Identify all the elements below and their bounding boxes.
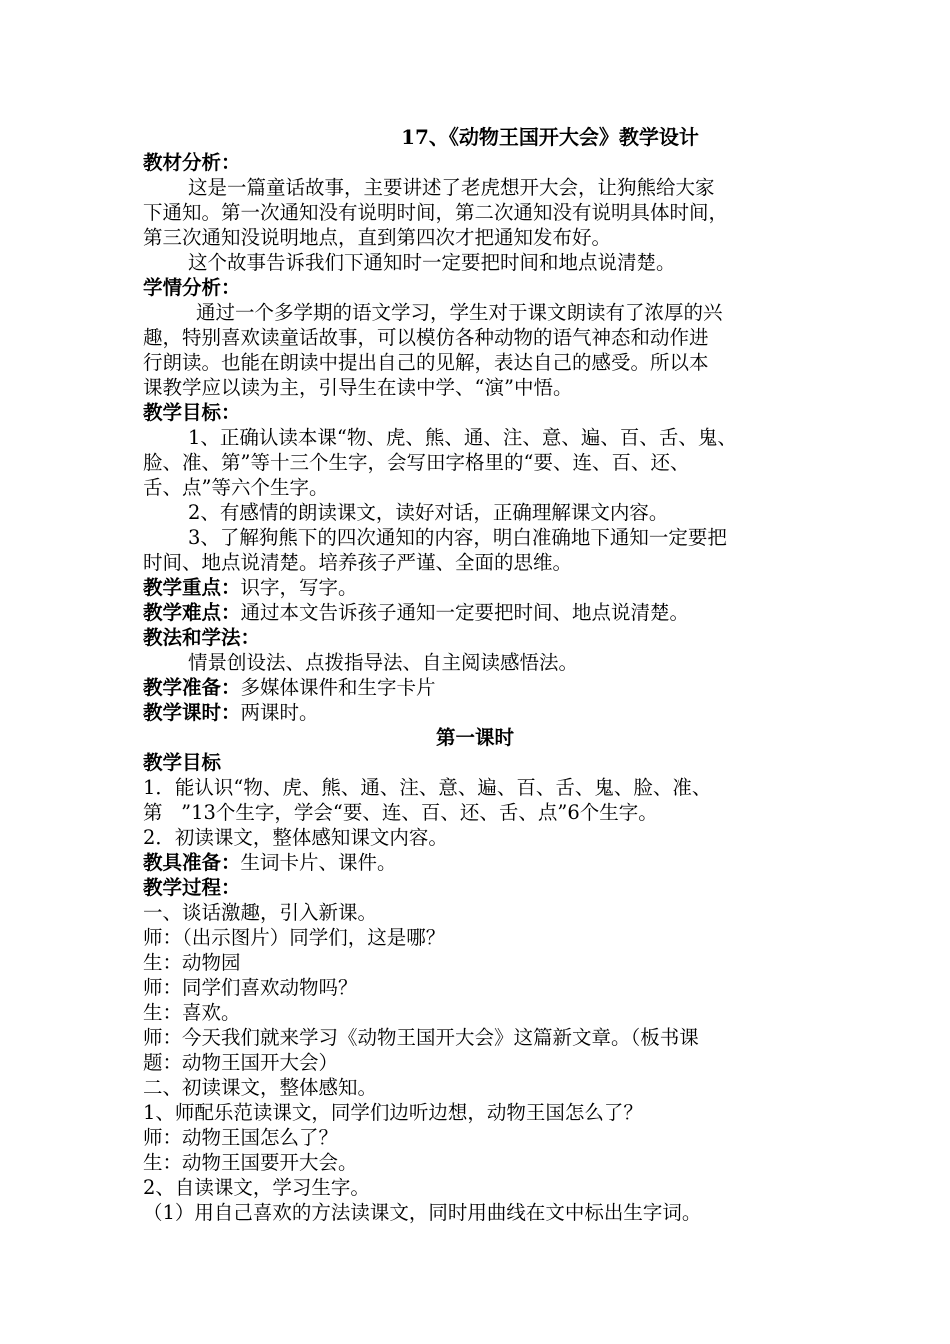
key-point-line: 教学重点：识字，写字。 — [143, 576, 358, 599]
process-line: 师：（出示图片）同学们，这是哪？ — [143, 926, 446, 949]
preparation-line: 教学准备：多媒体课件和生字卡片 — [143, 676, 436, 699]
process-heading: 教学过程： — [143, 876, 241, 899]
process-line: 题：动物王国开大会） — [143, 1051, 339, 1074]
difficulty-line: 教学难点：通过本文告诉孩子通知一定要把时间、地点说清楚。 — [143, 601, 690, 624]
paragraph-line: 行朗读。也能在朗读中提出自己的见解，表达自己的感受。所以本 — [143, 351, 709, 374]
process-line: 2、自读课文，学习生字。 — [143, 1176, 370, 1199]
paragraph-line: 1．能认识“物、虎、熊、通、注、意、遍、百、舌、鬼、脸、准、 — [143, 776, 712, 799]
paragraph-line: 下通知。第一次通知没有说明时间，第二次通知没有说明具体时间， — [143, 201, 729, 224]
process-line: 师：同学们喜欢动物吗？ — [143, 976, 358, 999]
paragraph-line: 3、了解狗熊下的四次通知的内容，明白准确地下通知一定要把 — [188, 526, 727, 549]
process-line: 1、师配乐范读课文，同学们边听边想，动物王国怎么了？ — [143, 1101, 643, 1124]
section-heading-textbook-analysis: 教材分析： — [143, 151, 241, 174]
process-line: 生：动物王国要开大会。 — [143, 1151, 358, 1174]
lesson-goal-heading: 教学目标 — [143, 751, 222, 774]
process-line: 生：喜欢。 — [143, 1001, 241, 1024]
process-line: （1）用自己喜欢的方法读课文，同时用曲线在文中标出生字词。 — [143, 1201, 702, 1224]
process-line: 师：今天我们就来学习《动物王国开大会》这篇新文章。（板书课 — [143, 1026, 699, 1049]
paragraph-line: 这是一篇童话故事，主要讲述了老虎想开大会，让狗熊给大家 — [188, 176, 715, 199]
paragraph-line: 通过一个多学期的语文学习，学生对于课文朗读有了浓厚的兴 — [196, 301, 723, 324]
paragraph-line: 趣，特别喜欢读童话故事，可以模仿各种动物的语气神态和动作进 — [143, 326, 709, 349]
paragraph-line: 第三次通知没说明地点，直到第四次才把通知发布好。 — [143, 226, 612, 249]
paragraph-line: 2、有感情的朗读课文，读好对话，正确理解课文内容。 — [188, 501, 669, 524]
paragraph-line: 舌、点”等六个生字。 — [143, 476, 329, 499]
section-heading-student-analysis: 学情分析： — [143, 276, 241, 299]
tools-line: 教具准备：生词卡片、课件。 — [143, 851, 397, 874]
section-heading-methods: 教法和学法： — [143, 626, 261, 649]
class-hours-line: 教学课时：两课时。 — [143, 701, 319, 724]
paragraph-line: 2．初读课文，整体感知课文内容。 — [143, 826, 448, 849]
process-line: 师：动物王国怎么了？ — [143, 1126, 339, 1149]
section-heading-teaching-goals: 教学目标： — [143, 401, 241, 424]
paragraph-line: 1、正确认读本课“物、虎、熊、通、注、意、遍、百、舌、鬼、 — [188, 426, 737, 449]
process-line: 一、谈话激趣，引入新课。 — [143, 901, 378, 924]
process-line: 生：动物园 — [143, 951, 241, 974]
paragraph-line: 课教学应以读为主，引导生在读中学、“演”中悟。 — [143, 376, 573, 399]
paragraph-line: 脸、准、第”等十三个生字，会写田字格里的“要、连、百、还、 — [143, 451, 690, 474]
paragraph-line: 时间、地点说清楚。培养孩子严谨、全面的思维。 — [143, 551, 573, 574]
document-title: 17、《动物王国开大会》教学设计 — [401, 125, 699, 149]
paragraph-line: 情景创设法、点拨指导法、自主阅读感悟法。 — [188, 651, 579, 674]
paragraph-line: 第 ”13个生字，学会“要、连、百、还、舌、点”6个生字。 — [143, 801, 658, 824]
paragraph-line: 这个故事告诉我们下通知时一定要把时间和地点说清楚。 — [188, 251, 676, 274]
lesson-heading: 第一课时 — [435, 726, 514, 749]
process-line: 二、初读课文，整体感知。 — [143, 1076, 378, 1099]
